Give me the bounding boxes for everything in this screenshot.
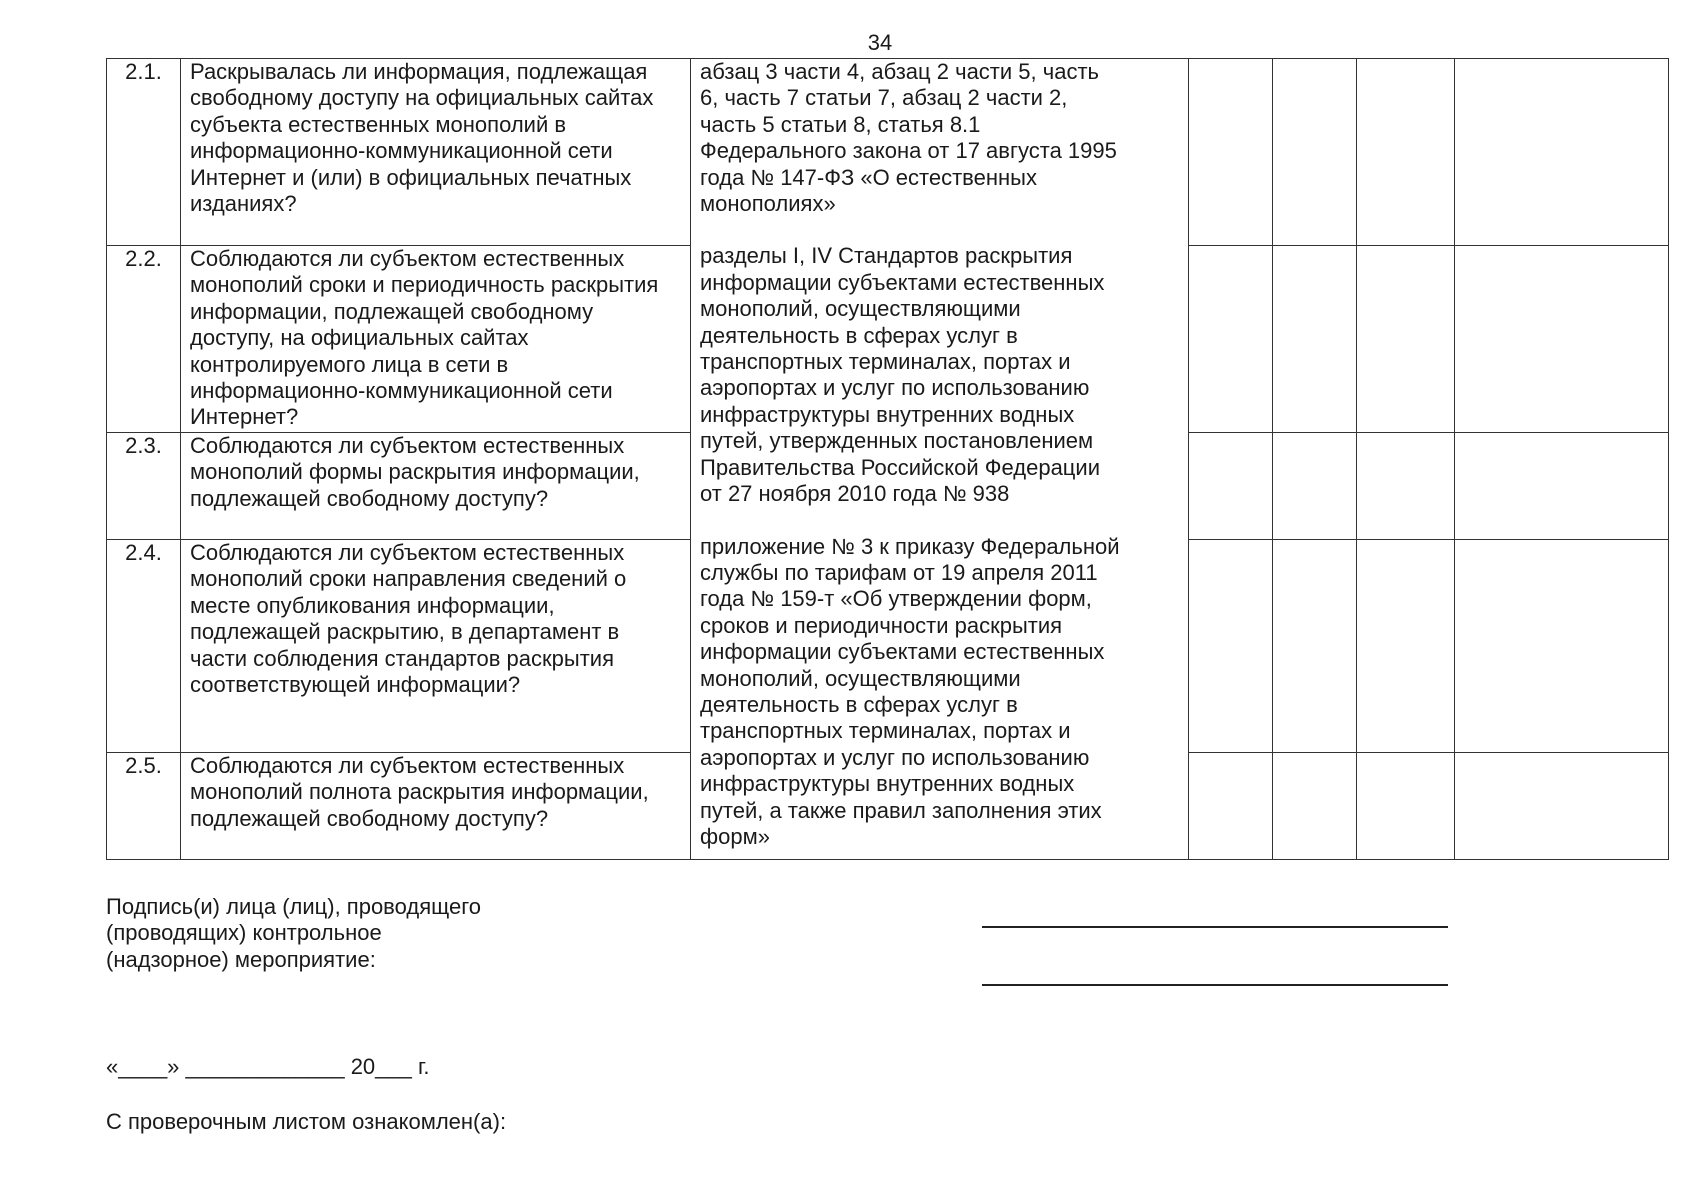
answer-cell <box>1357 540 1455 753</box>
reference-standards-938: разделы I, IV Стандартов раскрытия информации субъектами естественных монополий, осуществляющими деятельность в сферах услуг в транспортных терминалах, портах и аэропортах и услуг по использованию инфраструктуры внутренних водных путей, утвержденных постановлением Правительства Российской Федерации от 27 ноября 2010 года № 938 <box>700 243 1105 507</box>
notes-cell <box>1455 540 1669 753</box>
signature-label: Подпись(и) лица (лиц), проводящего (проводящих) контрольное (надзорное) мероприятие: <box>106 894 481 972</box>
notes-cell <box>1455 246 1669 433</box>
row-question: Соблюдаются ли субъектом естественных монополий сроки и периодичность раскрытия информации, подлежащей свободному доступу, на официальных сайтах контролируемого лица в сети в информационно-коммуникационной сети Интернет? <box>181 246 691 433</box>
answer-cell <box>1357 59 1455 246</box>
page-number: 34 <box>867 30 893 55</box>
answer-cell <box>1273 540 1357 753</box>
row-number: 2.5. <box>107 753 181 860</box>
date-line: «____» _____________ 20___ г. <box>106 1054 430 1079</box>
answer-cell <box>1357 753 1455 860</box>
row-question: Раскрывалась ли информация, подлежащая свободному доступу на официальных сайтах субъекта естественных монополий в информационно-коммуникационной сети Интернет и (или) в официальных печатных изданиях? <box>181 59 691 246</box>
row-number: 2.1. <box>107 59 181 246</box>
answer-cell <box>1189 246 1273 433</box>
answer-cell <box>1189 753 1273 860</box>
row-number: 2.2. <box>107 246 181 433</box>
answer-cell <box>1357 433 1455 540</box>
notes-cell <box>1455 59 1669 246</box>
legal-references-cell <box>691 59 1189 860</box>
signature-line <box>982 984 1448 986</box>
checklist-table <box>106 58 1669 860</box>
answer-cell <box>1189 433 1273 540</box>
row-question: Соблюдаются ли субъектом естественных монополий формы раскрытия информации, подлежащей свободному доступу? <box>181 433 691 540</box>
notes-cell <box>1455 433 1669 540</box>
acknowledgement-text: С проверочным листом ознакомлен(а): <box>106 1109 507 1134</box>
row-number: 2.3. <box>107 433 181 540</box>
answer-cell <box>1189 59 1273 246</box>
table-row <box>107 59 1669 246</box>
row-question: Соблюдаются ли субъектом естественных монополий сроки направления сведений о месте опубликования информации, подлежащей раскрытию, в департамент в части соблюдения стандартов раскрытия соответствующей информации? <box>181 540 691 753</box>
answer-cell <box>1189 540 1273 753</box>
signature-line <box>982 926 1448 928</box>
reference-order-159t: приложение № 3 к приказу Федеральной службы по тарифам от 19 апреля 2011 года № 159-т «Об утверждении форм, сроков и периодичности раскрытия информации субъектами естественных монополий, осуществляющими деятельность в сферах услуг в транспортных терминалах, портах и аэропортах и услуг по использованию инфраструктуры внутренних водных путей, а также правил заполнения этих форм» <box>700 533 1120 849</box>
answer-cell <box>1357 246 1455 433</box>
reference-federal-law-147: абзац 3 части 4, абзац 2 части 5, часть 6, часть 7 статьи 7, абзац 2 части 2, часть 5 статьи 8, статья 8.1 Федерального закона от 17 августа 1995 года № 147-ФЗ «О естественных монополиях» <box>700 59 1117 217</box>
row-number: 2.4. <box>107 540 181 753</box>
answer-cell <box>1273 59 1357 246</box>
answer-cell <box>1273 246 1357 433</box>
row-question: Соблюдаются ли субъектом естественных монополий полнота раскрытия информации, подлежащей свободному доступу? <box>181 753 691 860</box>
answer-cell <box>1273 753 1357 860</box>
answer-cell <box>1273 433 1357 540</box>
notes-cell <box>1455 753 1669 860</box>
